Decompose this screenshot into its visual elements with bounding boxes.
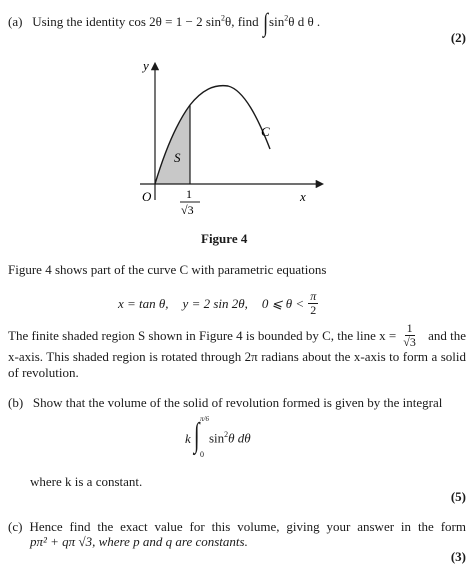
part-c-line-1: Hence find the exact value for this volume, giving your answer in the form	[29, 519, 466, 534]
part-a-question	[8, 8, 321, 37]
part-a-text-mid: θ, find	[225, 13, 259, 29]
volume-integral	[185, 415, 285, 460]
range-fraction	[308, 290, 318, 317]
intro-text: Figure 4 shows part of the curve C with parametric equations	[8, 262, 327, 277]
equation-range: 0 ⩽ θ <	[261, 295, 305, 311]
region-text-line-3: of revolution.	[8, 365, 79, 380]
integrand-b	[209, 430, 251, 446]
origin-label: O	[142, 189, 152, 204]
part-a-square-2: 2	[284, 13, 289, 23]
integrand-b-sin: sin	[209, 430, 225, 446]
line-fraction	[401, 322, 418, 349]
lower-limit: 0	[200, 450, 204, 459]
where-k-text: where k is a constant.	[30, 474, 143, 489]
integral-sign-b: ∫	[193, 417, 200, 454]
part-c-line-2: pπ² + qπ √3, where p and q are constants.	[30, 534, 248, 549]
part-a-text: Using the identity cos 2θ = 1 − 2 sin	[32, 13, 221, 29]
part-b-marks: (5)	[450, 489, 466, 504]
figure-caption: Figure 4	[201, 231, 248, 246]
part-a-integrand-end: θ d θ .	[288, 13, 321, 29]
part-b-question	[8, 395, 442, 411]
region-line-1: The finite shaded region S shown in Figure 4 is bounded by C, the line x =	[8, 327, 397, 343]
part-c-marks: (3)	[450, 549, 466, 564]
integrand-b-end: θ dθ	[228, 430, 251, 446]
curve-label: C	[261, 124, 270, 139]
equation-x: x = tan θ,	[118, 295, 169, 311]
shaded-region	[155, 105, 190, 184]
part-a-marks: (2)	[450, 30, 466, 45]
upper-limit: π/6	[200, 415, 209, 423]
part-c-label: (c)	[8, 519, 23, 534]
parametric-equations	[118, 290, 318, 317]
line-fraction-numerator: 1	[406, 321, 413, 335]
x-axis-label: x	[300, 189, 306, 204]
part-a-square-1: 2	[221, 13, 225, 23]
region-label: S	[174, 150, 181, 165]
tick-label-denominator: √3	[181, 203, 194, 217]
y-axis-label: y	[143, 58, 149, 73]
region-text-line-1	[8, 322, 466, 349]
part-a-integrand: sin	[269, 13, 285, 29]
tick-label-numerator: 1	[186, 187, 192, 201]
region-text-line-2: x-axis. This shaded region is rotated through 2π radians about the x-axis to form a solid	[8, 349, 466, 364]
part-b-label: (b)	[8, 395, 24, 410]
constant-k: k	[185, 431, 191, 446]
range-numerator: π	[310, 289, 317, 303]
part-a-label: (a)	[8, 13, 23, 29]
range-denominator: 2	[310, 303, 317, 317]
region-line-1-end: and the	[428, 327, 466, 343]
part-b-text: Show that the volume of the solid of revolution formed is given by the integral	[32, 395, 443, 410]
part-c-question	[8, 519, 466, 535]
equation-y: y = 2 sin 2θ,	[182, 295, 248, 311]
integrand-b-square: 2	[224, 430, 229, 439]
integral-sign: ∫	[262, 8, 268, 37]
line-fraction-denominator: √3	[403, 335, 416, 349]
